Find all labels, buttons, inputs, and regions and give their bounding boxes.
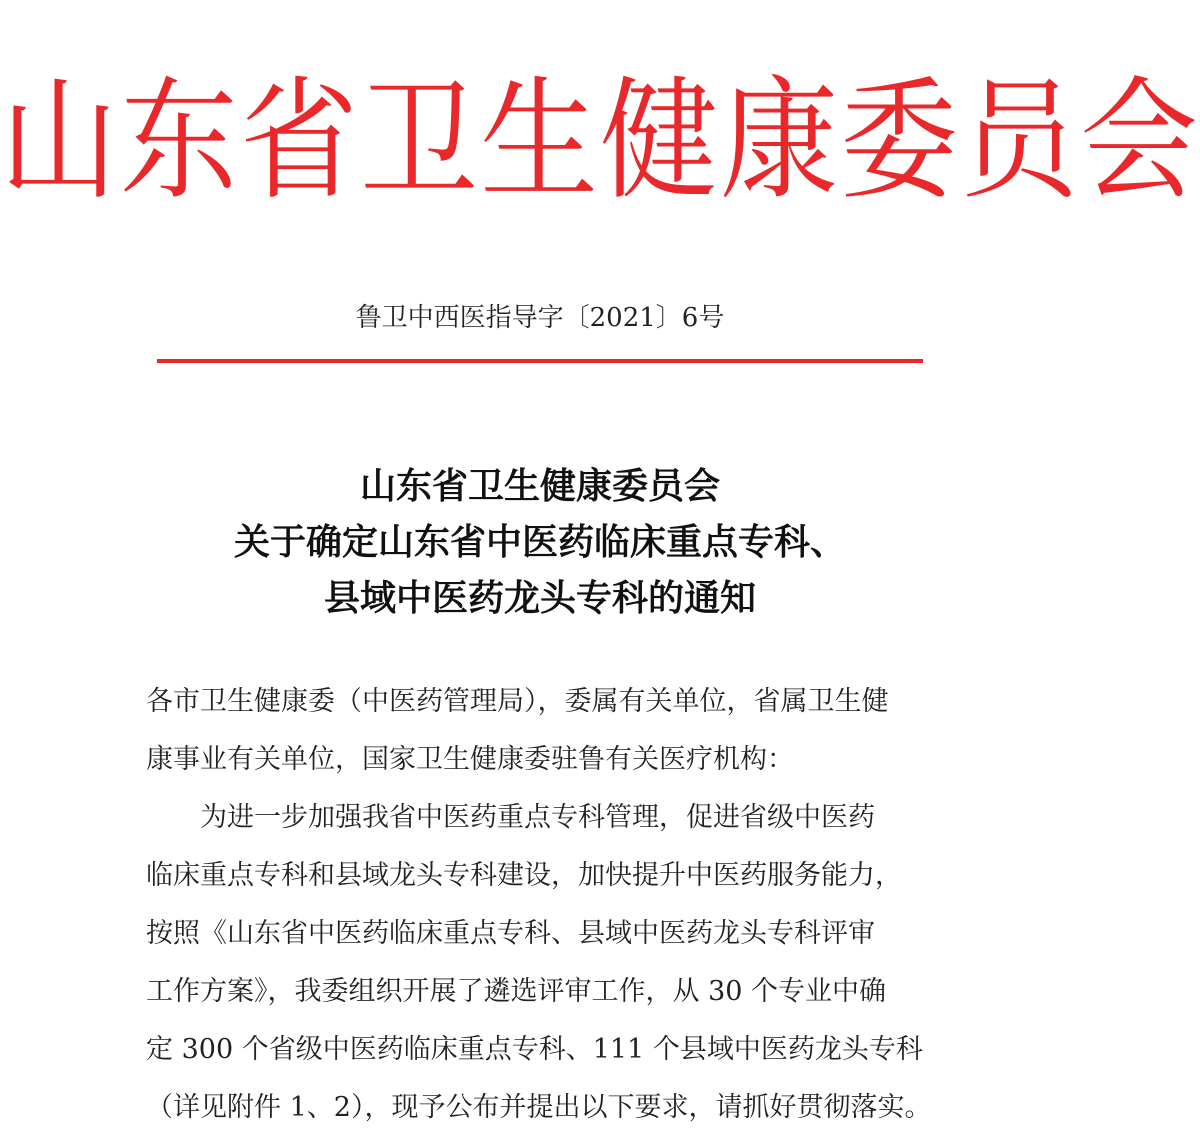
body-line: 临床重点专科和县域龙头专科建设，加快提升中医药服务能力， — [146, 860, 902, 891]
body-line: 各市卫生健康委（中医药管理局），委属有关单位，省属卫生健 — [146, 686, 889, 717]
body-line: 按照《山东省中医药临床重点专科、县域中医药龙头专科评审 — [146, 918, 875, 949]
title-line-1: 山东省卫生健康委员会 — [359, 465, 720, 507]
agency-masthead: 山东省卫生健康委员会 — [0, 63, 1200, 218]
title-line-2: 关于确定山东省中医药临床重点专科、 — [233, 521, 846, 563]
red-divider-line — [157, 359, 923, 363]
body-line: 工作方案》，我委组织开展了遴选评审工作，从 30 个专业中确 — [146, 976, 887, 1007]
document-body — [146, 673, 946, 1137]
body-line: （详见附件 1、2），现予公布并提出以下要求，请抓好贯彻落实。 — [146, 1092, 932, 1123]
document-number: 鲁卫中西医指导字〔2021〕6号 — [355, 303, 725, 333]
body-line: 定 300 个省级中医药临床重点专科、111 个县域中医药龙头专科 — [146, 1034, 923, 1065]
body-line: 为进一步加强我省中医药重点专科管理，促进省级中医药 — [200, 802, 875, 833]
document-title — [0, 458, 1080, 626]
body-line: 康事业有关单位，国家卫生健康委驻鲁有关医疗机构： — [146, 744, 794, 775]
title-line-3: 县域中医药龙头专科的通知 — [323, 577, 756, 619]
